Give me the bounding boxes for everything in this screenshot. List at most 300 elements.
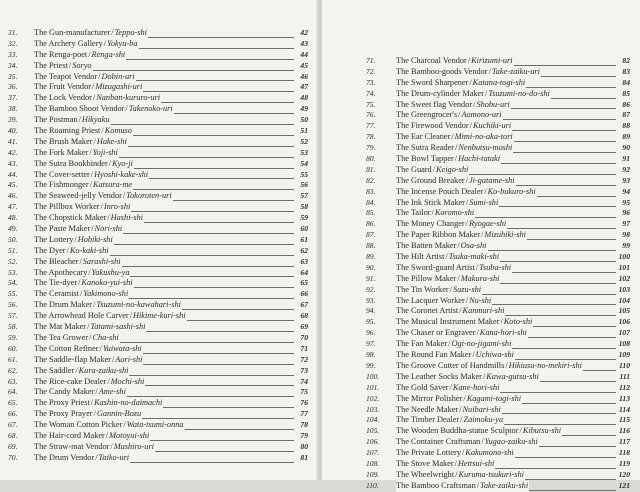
entry-number: 75. [366,99,376,109]
toc-entry [366,339,630,350]
separator: / [90,169,94,179]
english-name: The Chopstick Maker [34,213,107,223]
entry-title [396,415,504,426]
entry-page-number: 80 [300,441,308,451]
entry-page-number: 102 [618,273,630,283]
entry-page-number: 59 [300,213,308,223]
entry-number: 47. [8,202,18,212]
japanese-name: Mushiro-uri [113,441,154,451]
toc-entry [8,257,308,268]
entry-number: 79. [366,143,376,153]
toc-entry [366,154,630,165]
entry-number: 58. [8,322,18,332]
entry-number: 100. [366,371,380,381]
entry-page-number: 70 [300,332,308,342]
entry-number: 105. [366,426,380,436]
entry-page-number: 110 [619,360,630,370]
entry-page-number: 111 [619,371,630,381]
separator: / [455,469,458,479]
entry-title [34,170,149,181]
english-name: The Fishmonger [34,180,89,190]
entry-page-number: 45 [300,60,308,70]
toc-entry [366,230,630,241]
entry-number: 67. [8,420,18,430]
entry-number: 88. [366,241,376,251]
toc-entry [8,235,308,246]
toc-entry [8,126,308,137]
right-page [322,0,640,490]
entry-title [34,300,182,311]
separator: / [78,115,81,125]
toc-entry [8,268,308,279]
toc-entry [366,437,630,448]
english-name: The Candy Maker [34,387,95,397]
entry-number: 77. [366,121,376,131]
entry-title [34,224,123,235]
entry-title [396,339,512,350]
entry-title [396,67,541,78]
entry-number: 103. [366,404,380,414]
entry-number: 102. [366,393,380,403]
entry-number: 71. [366,56,376,65]
entry-title [396,317,533,328]
english-name: The Sutra Reader [396,143,455,153]
japanese-name: Ko-kaki-shi [69,245,109,255]
toc-entry [366,121,630,132]
separator: / [105,430,109,440]
toc-entry [366,78,630,89]
left-page [0,0,318,480]
toc-entry [366,317,630,328]
japanese-name: Hikyaku [81,115,110,125]
toc-entry [366,459,630,470]
japanese-name: Mizugashi-uri [95,82,143,92]
separator: / [485,88,488,98]
japanese-name: Hobiki-shi [77,234,113,244]
japanese-name: Kawa-gutsu-shi [486,371,539,381]
entry-page-number: 67 [300,300,308,310]
entry-page-number: 48 [300,93,308,103]
entry-number: 87. [366,230,376,240]
entry-title [34,268,130,279]
separator: / [99,343,102,353]
entry-number: 46. [8,191,18,201]
japanese-name: Tsuzumi-no-kawahari-shi [96,300,181,310]
separator: / [454,154,458,164]
entry-number: 57. [8,311,18,321]
entry-title [396,219,507,230]
entry-title [396,274,500,285]
english-name: The Priest [34,60,68,70]
entry-title [34,126,133,137]
entry-page-number: 50 [300,115,308,125]
separator: / [432,164,436,174]
toc-entry [366,176,630,187]
entry-number: 45. [8,180,18,190]
separator: / [110,441,113,451]
separator: / [459,404,462,414]
japanese-name: Aori-shi [115,354,143,364]
entry-page-number: 104 [618,295,630,305]
english-name: The Tea Grower [34,332,89,342]
entry-number: 42. [8,147,18,157]
japanese-name: Ji-gatame-shi [468,175,515,185]
entry-page-number: 85 [622,88,630,98]
entry-number: 84. [366,197,376,207]
english-name: The Guard [396,164,432,174]
english-name: The Musical Instrument Maker [396,317,500,327]
japanese-name: Wata-tsumi-onna [126,420,184,430]
entry-page-number: 76 [300,398,308,408]
japanese-name: Makura-shi [460,273,500,283]
toc-entry [8,453,308,464]
separator: / [481,230,484,240]
toc-entry [366,306,630,317]
japanese-name: Kanmuri-shi [462,306,505,316]
entry-number: 61. [8,354,18,364]
japanese-name: Kuruma-tsukuri-shi [458,469,524,479]
entry-number: 43. [8,158,18,168]
entry-title [34,191,173,202]
japanese-name: Koromo-shi [434,208,475,218]
entry-page-number: 108 [618,339,630,349]
entry-number: 80. [366,154,376,164]
japanese-name: Kibutsu-shi [522,426,562,436]
toc-entry [8,50,308,61]
separator: / [98,71,101,81]
separator: / [467,56,471,65]
entry-page-number: 115 [619,415,630,425]
english-name: The Paste Maker [34,224,91,234]
toc-entry [8,420,308,431]
separator: / [122,191,126,201]
toc-entry [366,361,630,372]
entry-page-number: 65 [300,278,308,288]
toc-entry [8,355,308,366]
separator: / [454,458,457,468]
entry-title [34,159,134,170]
entry-title [396,448,515,459]
japanese-name: Yoji-shi [92,147,118,157]
entry-title [34,387,127,398]
separator: / [472,350,475,360]
japanese-name: Katana-togi-shi [472,77,526,87]
entry-number: 92. [366,284,376,294]
toc-entry [366,274,630,285]
toc-entry [366,263,630,274]
entry-number: 85. [366,208,376,218]
separator: / [475,262,479,272]
japanese-name: Ryogae-shi [468,219,507,229]
entry-title [396,176,516,187]
entry-page-number: 68 [300,311,308,321]
separator: / [476,480,480,490]
toc-entry [8,159,308,170]
entry-title [34,115,111,126]
japanese-name: Tatami-sashi-shi [90,322,146,332]
toc-entry [8,28,308,39]
japanese-name: Hyoshi-kake-shi [94,169,149,179]
japanese-name: Mimi-no-aka-tori [454,132,513,142]
japanese-name: Nu-shi [469,295,492,305]
entry-number: 94. [366,306,376,316]
english-name: The Firewood Vendor [396,121,469,131]
toc-entry [8,311,308,322]
entry-page-number: 72 [300,354,308,364]
japanese-name: Sumi-shi [469,197,499,207]
japanese-name: Tsuka-maki-shi [448,252,500,262]
toc-entry [8,442,308,453]
entry-page-number: 91 [622,154,630,164]
entry-page-number: 107 [618,328,630,338]
separator: / [451,132,454,142]
left-contents-list [8,28,308,464]
english-name: The Round Fan Maker [396,350,472,360]
entry-page-number: 121 [618,480,630,490]
japanese-name: Kyo-ji [112,158,133,168]
english-name: The Teapot Vendor [34,71,98,81]
entry-page-number: 97 [622,219,630,229]
entry-number: 41. [8,136,18,146]
toc-entry [8,191,308,202]
toc-entry [366,110,630,121]
separator: / [89,180,92,190]
english-name: The Apothecary [34,267,88,277]
japanese-name: Soryo [72,60,92,70]
entry-page-number: 58 [300,202,308,212]
entry-number: 70. [8,452,18,462]
entry-title [34,257,122,268]
entry-title [396,78,526,89]
entry-number: 50. [8,234,18,244]
entry-page-number: 117 [619,437,630,447]
entry-number: 95. [366,317,376,327]
japanese-name: Komuso [104,126,132,136]
toc-entry [8,398,308,409]
toc-entry [8,278,308,289]
entry-title [34,398,163,409]
english-name: The Sword-guard Artist [396,262,475,272]
japanese-name: Hikime-kuri-shi [133,311,186,321]
entry-number: 76. [366,110,376,120]
japanese-name: Take-zaiku-shi [480,480,529,490]
separator: / [66,245,69,255]
entry-page-number: 119 [619,458,630,468]
japanese-name: Tsuba-shi [479,262,512,272]
english-name: The Gold Saver [396,382,449,392]
entry-number: 107. [366,448,380,458]
entry-title [396,241,488,252]
entry-number: 39. [8,115,18,125]
japanese-name: Ogi-no-jigami-shi [451,339,512,349]
entry-page-number: 101 [618,262,630,272]
entry-title [34,409,142,420]
japanese-name: Kura-zaiku-shi [78,365,129,375]
entry-page-number: 106 [618,317,630,327]
separator: / [463,393,466,403]
entry-title [396,459,495,470]
entry-number: 81. [366,164,376,174]
toc-entry [8,366,308,377]
toc-entry [8,115,308,126]
japanese-name: Teppo-shi [114,28,147,37]
entry-page-number: 46 [300,71,308,81]
english-name: The Sweet flag Vendor [396,99,473,109]
entry-number: 49. [8,224,18,234]
toc-entry [8,387,308,398]
separator: / [465,197,469,207]
separator: / [476,328,479,338]
entry-page-number: 71 [300,343,308,353]
english-name: The Lock Vendor [34,93,92,103]
english-name: The Bamboo Shoot Vendor [34,104,125,114]
entry-number: 69. [8,441,18,451]
toc-entry [366,187,630,198]
english-name: The Bamboo-goods Vendor [396,66,488,76]
entry-title [396,306,505,317]
separator: / [89,332,92,342]
entry-page-number: 94 [622,186,630,196]
separator: / [111,354,115,364]
separator: / [101,126,104,136]
entry-title [34,420,185,431]
separator: / [92,82,95,92]
entry-page-number: 86 [622,99,630,109]
entry-title [34,148,119,159]
entry-page-number: 42 [300,28,308,37]
entry-page-number: 90 [622,143,630,153]
entry-title [34,442,155,453]
japanese-name: Uchiwa-shi [475,350,514,360]
entry-number: 91. [366,273,376,283]
entry-page-number: 100 [618,252,630,262]
separator: / [465,295,469,305]
entry-title [396,198,499,209]
entry-page-number: 99 [622,241,630,251]
entry-number: 36. [8,82,18,92]
english-name: The Arrowhead Hole Carver [34,311,129,321]
entry-number: 54. [8,278,18,288]
entry-number: 65. [8,398,18,408]
toc-entry [366,132,630,143]
entry-title [34,289,129,300]
english-name: The Renga-poet [34,49,88,59]
entry-page-number: 81 [300,452,308,462]
entry-title [396,394,522,405]
english-name: The Tie-dyer [34,278,78,288]
japanese-name: Shobu-uri [476,99,510,109]
toc-entry [366,394,630,405]
entry-number: 101. [366,382,380,392]
toc-entry [366,285,630,296]
toc-entry [366,481,630,492]
entry-number: 78. [366,132,376,142]
separator: / [108,158,112,168]
entry-title [34,50,126,61]
english-name: The Needle Maker [396,404,459,414]
japanese-name: Yuiwata-shi [102,343,142,353]
japanese-name: Nori-shi [94,224,123,234]
separator: / [93,409,96,419]
separator: / [68,60,72,70]
entry-number: 31. [8,28,18,37]
entry-page-number: 95 [622,197,630,207]
english-name: The Roaming Priest [34,126,101,136]
entry-number: 96. [366,328,376,338]
japanese-name: Zaimoku-ya [463,415,504,425]
entry-page-number: 52 [300,136,308,146]
english-name: The Postman [34,115,78,125]
english-name: The Bamboo Craftsman [396,480,476,490]
entry-title [34,93,161,104]
entry-title [396,383,500,394]
english-name: The Wheelwright [396,469,455,479]
separator: / [87,322,90,332]
entry-number: 37. [8,93,18,103]
entry-page-number: 89 [622,132,630,142]
english-name: The Cover-setter [34,169,90,179]
toc-entry [8,322,308,333]
entry-page-number: 77 [300,409,308,419]
entry-title [34,344,143,355]
toc-entry [8,180,308,191]
entry-number: 89. [366,252,376,262]
english-name: The Dyer [34,245,66,255]
separator: / [449,284,452,294]
entry-page-number: 64 [300,267,308,277]
separator: / [431,208,434,218]
separator: / [95,387,98,397]
toc-entry [366,415,630,426]
japanese-name: Dobin-uri [101,71,135,81]
entry-title [396,350,515,361]
japanese-name: Ko-bukuro-shi [487,186,536,196]
english-name: The Tin Worker [396,284,449,294]
entry-page-number: 43 [300,38,308,48]
toc-entry [366,405,630,416]
entry-page-number: 103 [618,284,630,294]
entry-title [396,285,482,296]
japanese-name: Koto-shi [503,317,533,327]
entry-page-number: 47 [300,82,308,92]
entry-title [396,230,527,241]
entry-title [34,180,133,191]
english-name: The Bowl Tapper [396,154,454,164]
toc-entry [8,61,308,72]
entry-page-number: 84 [622,77,630,87]
separator: / [88,49,91,59]
japanese-name: Cha-shi [92,332,119,342]
toc-entry [8,224,308,235]
toc-entry [366,328,630,339]
english-name: The Leather Socks Maker [396,371,482,381]
entry-page-number: 116 [619,426,630,436]
entry-title [396,56,514,67]
english-name: The Money Changer [396,219,465,229]
entry-number: 108. [366,458,380,468]
entry-page-number: 75 [300,387,308,397]
entry-page-number: 120 [618,469,630,479]
japanese-name: Hachi-tataki [458,154,501,164]
entry-number: 60. [8,343,18,353]
english-name: The Ground Breaker [396,175,465,185]
separator: / [488,66,491,76]
separator: / [88,267,91,277]
entry-page-number: 53 [300,147,308,157]
separator: / [449,382,452,392]
english-name: The Bleacher [34,256,79,266]
entry-title [34,82,143,93]
